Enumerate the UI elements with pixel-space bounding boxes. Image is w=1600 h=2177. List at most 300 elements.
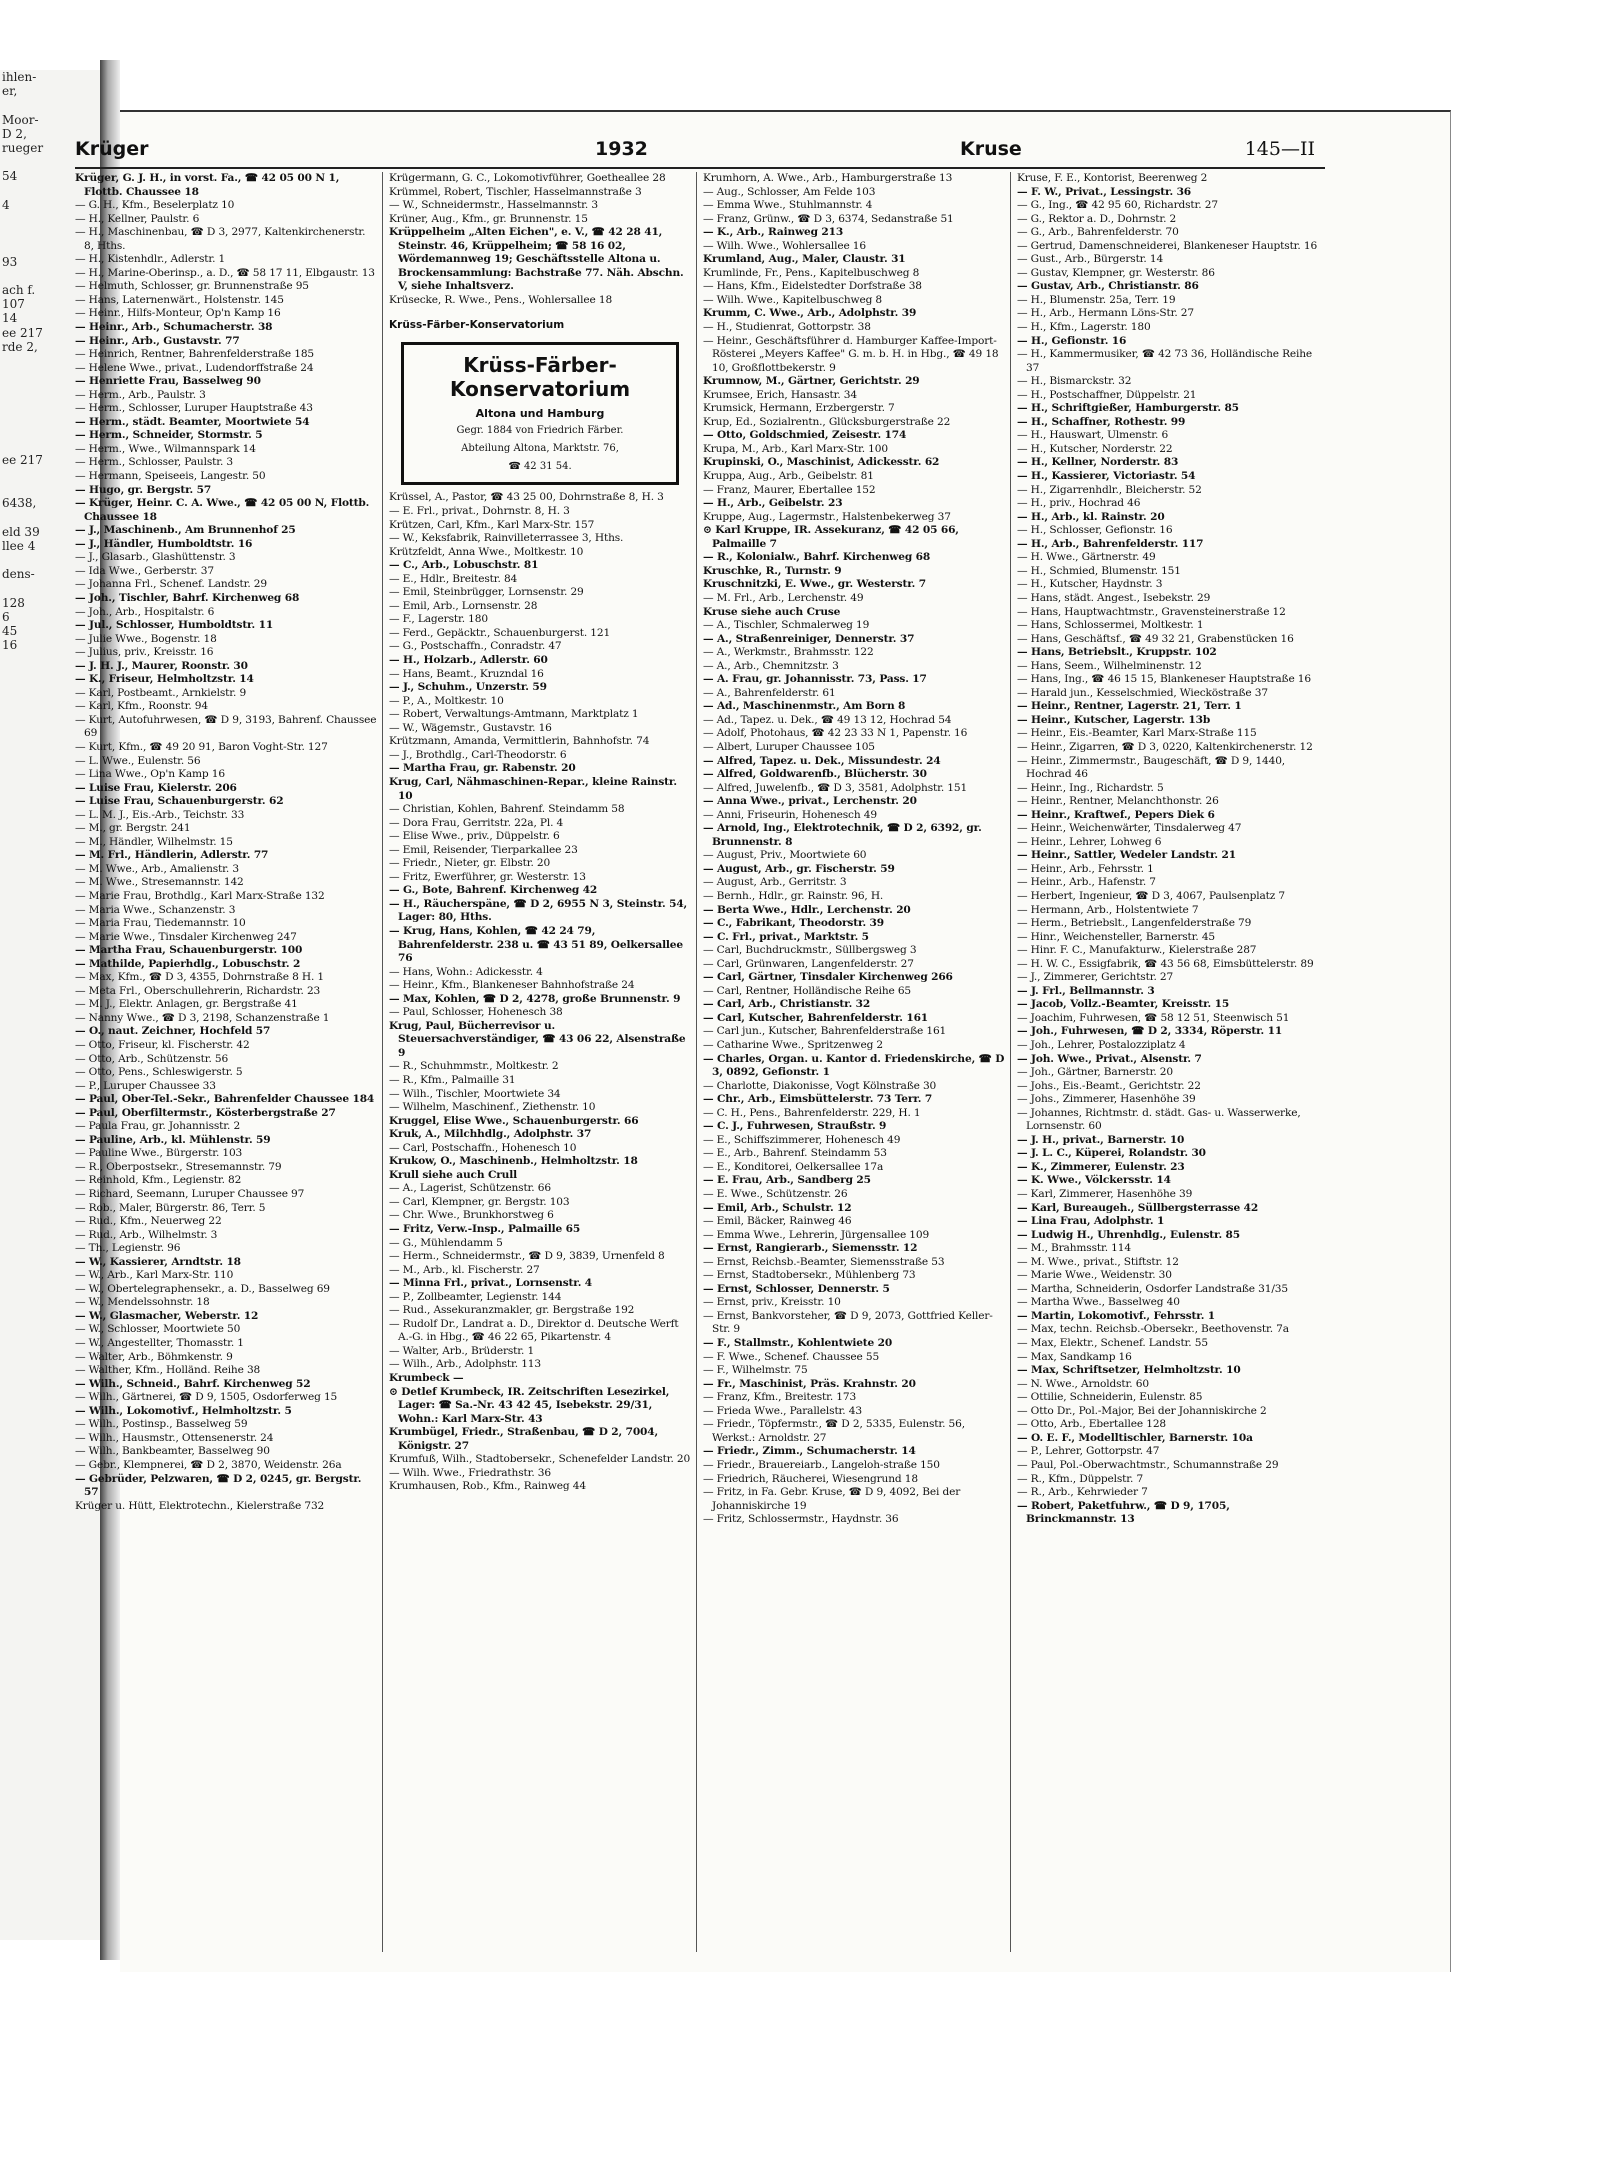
left-page-fragment: 16 [2, 638, 18, 653]
directory-entry: — August, Arb., gr. Fischerstr. 59 [703, 862, 895, 875]
directory-entry: — Wilh., Bankbeamter, Basselweg 90 [75, 1445, 270, 1458]
left-page-fragment: dens- [2, 567, 35, 582]
directory-entry: — Wilh., Gärtnerei, ☎ D 9, 1505, Osdorferweg 15 [75, 1391, 338, 1404]
ad-phone: ☎ 42 31 54. [508, 461, 572, 473]
directory-entry: — Marie Wwe., Tinsdaler Kirchenweg 247 [75, 930, 297, 943]
left-page-fragment: 54 [2, 169, 18, 184]
directory-entry: — Lina Wwe., Op'n Kamp 16 [75, 768, 225, 781]
header-first-name: Krüger [75, 138, 149, 160]
directory-entry: — Friedr., Töpfermstr., ☎ D 2, 5335, Eulenstr. 56, Werkst.: Arnoldstr. 27 [703, 1418, 965, 1444]
directory-entry: Krützmann, Amanda, Vermittlerin, Bahnhofstr. 74 [389, 735, 650, 748]
directory-entry: — E., Hdlr., Breitestr. 84 [389, 572, 518, 585]
directory-entry: — F., Stallmstr., Kohlentwiete 20 [703, 1337, 893, 1350]
directory-entry: — Mathilde, Papierhdlg., Lobuschstr. 2 [75, 957, 301, 970]
directory-entry: — W., Obertelegraphensekr., a. D., Basselweg 69 [75, 1282, 330, 1295]
directory-entry: — Ottilie, Schneiderin, Eulenstr. 85 [1017, 1391, 1203, 1404]
directory-entry: — Max, Schriftsetzer, Helmholtzstr. 10 [1017, 1364, 1241, 1377]
directory-entry: — Hinr. F. C., Manufakturw., Kielerstraße 287 [1017, 944, 1257, 957]
ad-text-line: Gegr. 1884 von Friedrich Färber. [456, 425, 624, 437]
column-3 [703, 172, 1005, 1952]
directory-entry: Krumsee, Erich, Hansastr. 34 [703, 388, 857, 401]
directory-entry: — H., Schmied, Blumenstr. 151 [1017, 564, 1181, 577]
directory-entry: — Bernh., Hdlr., gr. Rainstr. 96, H. [703, 889, 884, 902]
directory-entry: Krüssel, A., Pastor, ☎ 43 25 00, Dohrnstraße 8, H. 3 [389, 491, 664, 504]
directory-entry: — Max, Elektr., Schenef. Landstr. 55 [1017, 1337, 1208, 1350]
directory-entry: — M. Wwe., Stresemannstr. 142 [75, 876, 244, 889]
directory-entry: — Wilh., Arb., Adolphstr. 113 [389, 1358, 541, 1371]
directory-entry: — Joh., Fuhrwesen, ☎ D 2, 3334, Röperstr. 11 [1017, 1025, 1283, 1038]
directory-entry: — Wilh. Wwe., Wohlersallee 16 [703, 239, 866, 252]
directory-entry: — Johannes, Richtmstr. d. städt. Gas- u. Wasserwerke, Lornsenstr. 60 [1017, 1106, 1301, 1133]
directory-entry: — M. J., Elektr. Anlagen, gr. Bergstraße 41 [75, 998, 298, 1011]
directory-entry: — K., Zimmerer, Eulenstr. 23 [1017, 1160, 1185, 1173]
left-page-fragment: 6 [2, 609, 10, 624]
directory-entry: — Fritz, Ewerführer, gr. Westerstr. 13 [389, 870, 586, 883]
directory-entry: Krügermann, G. C., Lokomotivführer, Goetheallee 28 [389, 172, 666, 184]
directory-entry: — Elise Wwe., priv., Düppelstr. 6 [389, 830, 560, 843]
directory-entry: — Ad., Tapez. u. Dek., ☎ 49 13 12, Hochrad 54 [703, 713, 952, 726]
directory-entry: Kruschke, R., Turnstr. 9 [703, 564, 842, 577]
directory-entry: — Helmuth, Schlosser, gr. Brunnenstraße 95 [75, 280, 309, 293]
directory-entry: — K., Friseur, Helmholtzstr. 14 [75, 673, 254, 686]
directory-entry: Krumnow, M., Gärtner, Gerichtstr. 29 [703, 375, 920, 388]
directory-entry: — Aug., Schlosser, Am Felde 103 [703, 185, 876, 198]
directory-entry: — J. Frl., Bellmannstr. 3 [1017, 984, 1155, 997]
column-1 [75, 172, 377, 1952]
directory-entry: — Hans, Seem., Wilhelminenstr. 12 [1017, 659, 1202, 672]
directory-entry: — Joh., Lehrer, Postalozziplatz 4 [1017, 1039, 1186, 1051]
directory-entry: — Walter, Arb., Böhmkenstr. 9 [75, 1350, 233, 1363]
directory-entry: — Luise Frau, Kielerstr. 206 [75, 781, 237, 794]
ad-text-line: Abteilung Altona, Marktstr. 76, [461, 443, 619, 455]
directory-entry: — Heinr., Arb., Fehrsstr. 1 [1017, 862, 1154, 875]
directory-entry: — Jacob, Vollz.-Beamter, Kreisstr. 15 [1017, 998, 1230, 1011]
directory-entry: Krümmel, Robert, Tischler, Hasselmannstraße 3 [389, 185, 642, 198]
directory-entry: — Franz, Maurer, Ebertallee 152 [703, 483, 876, 496]
directory-entry: — H., Kistenhdlr., Adlerstr. 1 [75, 253, 226, 266]
directory-entry: — E. Frau, Arb., Sandberg 25 [703, 1174, 871, 1187]
directory-entry: — Catharine Wwe., Spritzenweg 2 [703, 1039, 884, 1051]
directory-entry: — Ludwig H., Uhrenhdlg., Eulenstr. 85 [1017, 1228, 1241, 1241]
directory-entry: ⊙ Karl Kruppe, IR. Assekuranz, ☎ 42 05 66, Palmaille 7 [703, 524, 959, 550]
directory-entry: — E., Arb., Bahrenf. Steindamm 53 [703, 1147, 887, 1160]
directory-entry: — H., Kfm., Lagerstr. 180 [1017, 321, 1151, 334]
directory-entry: — Johs., Eis.-Beamt., Gerichtstr. 22 [1017, 1079, 1201, 1092]
directory-entry: — M. Frl., Händlerin, Adlerstr. 77 [75, 849, 269, 862]
column-divider [696, 172, 697, 1952]
directory-entry: — Friedr., Zimm., Schumacherstr. 14 [703, 1445, 916, 1458]
directory-entry: — Ferd., Gepäcktr., Schauenburgerst. 121 [389, 626, 611, 639]
header-last-name: Kruse [960, 138, 1022, 160]
directory-entry: — Wilh. Wwe., Friedrathstr. 36 [389, 1466, 551, 1479]
ad-title-line: Krüss-Färber- [463, 353, 617, 378]
directory-entry: Krumfuß, Wilh., Stadtobersekr., Schenefelder Landstr. 20 [389, 1453, 691, 1466]
directory-entry: — Heinr., Arb., Schumacherstr. 38 [75, 321, 273, 334]
directory-entry: — O. E. F., Modelltischler, Barnerstr. 10a [1017, 1431, 1253, 1444]
directory-entry: — Joachim, Fuhrwesen, ☎ 58 12 51, Steenwisch 51 [1017, 1011, 1290, 1024]
directory-entry: — Max, Sandkamp 16 [1017, 1350, 1132, 1363]
directory-entry: — Pauline Wwe., Bürgerstr. 103 [75, 1147, 243, 1160]
directory-entry: — Hans, Beamt., Kruzndal 16 [389, 667, 544, 680]
directory-entry: Krull siehe auch Crull [389, 1168, 517, 1181]
directory-entry: — Otto, Friseur, kl. Fischerstr. 42 [75, 1039, 250, 1051]
directory-entry: — H., Studienrat, Gottorpstr. 38 [703, 321, 871, 334]
directory-entry: — Karl, Kfm., Roonstr. 94 [75, 700, 208, 713]
directory-entry: Kruse, F. E., Kontorist, Beerenweg 2 [1017, 172, 1208, 184]
directory-entry: — Charlotte, Diakonisse, Vogt Kölnstraße 30 [703, 1079, 937, 1092]
directory-entry: — Paula Frau, gr. Johannisstr. 2 [75, 1120, 241, 1133]
directory-entry: — Heinr., Geschäftsführer d. Hamburger Kaffee-Import-Rösterei „Meyers Kaffee" G. m. b. H. in Hbg., ☎ 49 18 10, Großflottbekerstr. 9 [703, 334, 999, 374]
directory-entry: — Dora Frau, Gerritstr. 22a, Pl. 4 [389, 816, 564, 829]
directory-entry: — H., Schriftgießer, Hamburgerstr. 85 [1017, 402, 1239, 415]
directory-entry: — Emma Wwe., Stuhlmannstr. 4 [703, 199, 873, 212]
directory-entry: — Martin, Lokomotivf., Fehrsstr. 1 [1017, 1309, 1216, 1322]
directory-entry: — Rob., Maler, Bürgerstr. 86, Terr. 5 [75, 1201, 266, 1214]
directory-entry: — Lina Frau, Adolphstr. 1 [1017, 1215, 1165, 1228]
directory-entry: — R., Kolonialw., Bahrf. Kirchenweg 68 [703, 551, 931, 564]
directory-entry: — G., Postschaffn., Conradstr. 47 [389, 640, 562, 653]
left-page-fragment: ee 217 [2, 325, 43, 340]
directory-entry: — August, Arb., Gerritstr. 3 [703, 876, 847, 889]
directory-entry: — G. H., Kfm., Beselerplatz 10 [75, 199, 235, 212]
directory-entry: — P., Luruper Chaussee 33 [75, 1079, 216, 1092]
column-divider [1010, 172, 1011, 1952]
directory-entry: — Emil, Bäcker, Rainweg 46 [703, 1215, 852, 1228]
ad-title-line: Konservatorium [449, 377, 631, 402]
directory-entry: — Karl, Postbeamt., Arnkielstr. 9 [75, 686, 247, 699]
directory-entry: — Henriette Frau, Basselweg 90 [75, 375, 261, 388]
directory-entry: — Heinr., Arb., Hafenstr. 7 [1017, 876, 1156, 889]
directory-entry: — F. W., Privat., Lessingstr. 36 [1017, 185, 1192, 198]
directory-entry: — Fritz, in Fa. Gebr. Kruse, ☎ D 9, 4092, Bei der Johanniskirche 19 [703, 1486, 961, 1512]
directory-entry: — Friedr., Nieter, gr. Elbstr. 20 [389, 857, 551, 870]
directory-entry: — Martha, Schneiderin, Osdorfer Landstraße 31/35 [1017, 1282, 1288, 1295]
directory-entry: — H., Kutscher, Norderstr. 22 [1017, 442, 1173, 455]
directory-entry: — H., Kammermusiker, ☎ 42 73 36, Holländische Reihe 37 [1017, 348, 1313, 374]
directory-entry: — Martha Wwe., Basselweg 40 [1017, 1296, 1180, 1309]
directory-entry: — Heinr., Zimmermstr., Baugeschäft, ☎ D 9, 1440, Hochrad 46 [1017, 754, 1286, 781]
directory-entry: — Heinr., Arb., Gustavstr. 77 [75, 334, 240, 347]
directory-entry: — Harald jun., Kesselschmied, Wiecköstraße 37 [1017, 686, 1268, 699]
directory-entry: — H., Holzarb., Adlerstr. 60 [389, 654, 548, 667]
directory-entry: — M., Arb., kl. Fischerstr. 27 [389, 1263, 540, 1276]
directory-entry: — Frieda Wwe., Parallelstr. 43 [703, 1404, 862, 1417]
directory-entry: — M., gr. Bergstr. 241 [75, 822, 191, 835]
directory-entry: — Heinr., Rentner, Lagerstr. 21, Terr. 1 [1017, 700, 1242, 713]
directory-entry: Krumbügel, Friedr., Straßenbau, ☎ D 2, 7004, Königstr. 27 [389, 1426, 659, 1452]
directory-entry: Krützfeldt, Anna Wwe., Moltkestr. 10 [389, 545, 584, 558]
directory-entry: — Robert, Verwaltungs-Amtmann, Marktplatz 1 [389, 708, 639, 721]
directory-entry: — Carl, Gärtner, Tinsdaler Kirchenweg 266 [703, 971, 953, 984]
directory-entry: — Paul, Ober-Tel.-Sekr., Bahrenfelder Chaussee 184 [75, 1093, 375, 1106]
directory-entry: — Gustav, Klempner, gr. Westerstr. 86 [1017, 266, 1215, 279]
left-page-fragment: 14 [2, 311, 18, 326]
header-year: 1932 [595, 138, 648, 160]
directory-entry: ⊙ Detlef Krumbeck, IR. Zeitschriften Lesezirkel, Lager: ☎ Sa.-Nr. 43 42 45, Isebekstr. 29/31, Wohn.: Karl Marx-Str. 43 [389, 1385, 670, 1425]
directory-entry: — Walter, Arb., Brüderstr. 1 [389, 1344, 535, 1357]
left-page-fragment: eld 39 [2, 524, 40, 539]
directory-entry: Krug, Carl, Nähmaschinen-Repar., kleine Rainstr. 10 [389, 775, 677, 802]
directory-entry: — Emil, Steinbrügger, Lornsenstr. 29 [389, 586, 584, 599]
directory-entry: — Walther, Kfm., Holländ. Reihe 38 [75, 1364, 261, 1377]
directory-entry: — Christian, Kohlen, Bahrenf. Steindamm 58 [389, 803, 625, 816]
directory-entry: — Heinr., Sattler, Wedeler Landstr. 21 [1017, 849, 1236, 862]
directory-entry: Krupinski, O., Maschinist, Adickesstr. 62 [703, 456, 940, 469]
directory-entry: — Karl, Zimmerer, Hasenhöhe 39 [1017, 1188, 1193, 1201]
directory-entry: — Herm., städt. Beamter, Moortwiete 54 [75, 415, 310, 428]
directory-columns [75, 172, 1325, 1972]
left-page-fragment: Moor- [2, 112, 39, 127]
directory-entry: — H., Kutscher, Haydnstr. 3 [1017, 578, 1163, 591]
directory-entry: — Richard, Seemann, Luruper Chaussee 97 [75, 1188, 305, 1201]
directory-entry: Krup, Ed., Sozialrentn., Glücksburgerstraße 22 [703, 415, 951, 428]
directory-entry: — Hans, Betriebslt., Kruppstr. 102 [1017, 646, 1217, 659]
directory-entry: — Carl, Postschaffn., Hohenesch 10 [389, 1141, 577, 1154]
left-page-fragment: ach f. [2, 283, 36, 298]
directory-entry: — Wilh., Tischler, Moortwiete 34 [389, 1087, 561, 1100]
directory-entry: — E., Schiffszimmerer, Hohenesch 49 [703, 1133, 901, 1146]
directory-entry: — C. Frl., privat., Marktstr. 5 [703, 930, 869, 943]
directory-entry: — Carl, Arb., Christianstr. 32 [703, 998, 871, 1011]
left-page-fragment: 6438, [2, 496, 37, 511]
directory-entry: — Heinr., Ing., Richardstr. 5 [1017, 781, 1164, 794]
directory-entry: — Ernst, Bankvorsteher, ☎ D 9, 2073, Gottfried Keller-Str. 9 [703, 1309, 993, 1336]
directory-entry: — Hans, Wohn.: Adickesstr. 4 [389, 965, 543, 978]
directory-entry: — Reinhold, Kfm., Legienstr. 82 [75, 1174, 242, 1187]
directory-entry: — A., Werkmstr., Brahmsstr. 122 [703, 646, 874, 659]
directory-entry: — Heinr., Kfm., Blankeneser Bahnhofstraße 24 [389, 979, 635, 992]
directory-entry: — H., Räucherspäne, ☎ D 2, 6955 N 3, Steinstr. 54, Lager: 80, Hths. [389, 897, 688, 924]
directory-entry: — Gust., Arb., Bürgerstr. 14 [1017, 253, 1164, 266]
directory-entry: — Wilh., Lokomotivf., Helmholtzstr. 5 [75, 1404, 292, 1417]
directory-entry: — E., Konditorei, Oelkersallee 17a [703, 1160, 884, 1173]
directory-entry: — Ernst, Reichsb.-Beamter, Siemensstraße 53 [703, 1255, 945, 1268]
directory-entry: — Joh., Tischler, Bahrf. Kirchenweg 68 [75, 591, 300, 604]
left-page-fragment: 128 [2, 595, 25, 610]
left-page-fragment [0, 98, 100, 112]
directory-entry: — H., Blumenstr. 25a, Terr. 19 [1017, 293, 1176, 306]
directory-entry: — G., Arb., Bahrenfelderstr. 70 [1017, 226, 1179, 239]
directory-entry: — A., Lagerist, Schützenstr. 66 [389, 1182, 551, 1195]
directory-entry: — Fritz, Verw.-Insp., Palmaille 65 [389, 1223, 581, 1235]
directory-entry: — W., Wägemstr., Gustavstr. 16 [389, 721, 552, 734]
directory-entry: Kruppe, Aug., Lagermstr., Halstenbekerweg 37 [703, 510, 951, 523]
directory-entry: Krüger u. Hütt, Elektrotechn., Kielerstraße 732 [75, 1499, 325, 1512]
directory-entry: — Friedr., Brauereiarb., Langeloh-straße 150 [703, 1458, 940, 1471]
directory-entry: — Karl, Bureaugeh., Süllbergsterrasse 42 [1017, 1201, 1259, 1214]
directory-entry: — Hans, Kfm., Eidelstedter Dorfstraße 38 [703, 280, 922, 293]
directory-entry: — H. W. C., Essigfabrik, ☎ 43 56 68, Eimsbüttelerstr. 89 [1017, 957, 1314, 970]
page-number: 145—II [1244, 138, 1315, 160]
directory-entry: — Heinr., Hilfs-Monteur, Op'n Kamp 16 [75, 307, 281, 320]
directory-entry: — Alfred, Goldwarenfb., Blücherstr. 30 [703, 768, 927, 781]
directory-entry: — Max, techn. Reichsb.-Obersekr., Beethovenstr. 7a [1017, 1323, 1289, 1336]
directory-entry: — J., Händler, Humboldtstr. 16 [75, 537, 253, 550]
directory-entry: — Paul, Oberfiltermstr., Kösterbergstraße 27 [75, 1106, 336, 1119]
directory-entry: — W., Schneidermstr., Hasselmannstr. 3 [389, 199, 598, 212]
directory-entry: — M., Händler, Wilhelmstr. 15 [75, 835, 233, 848]
directory-entry: — Gebrüder, Pelzwaren, ☎ D 2, 0245, gr. Bergstr. 57 [75, 1472, 362, 1499]
directory-entry: Krützen, Carl, Kfm., Karl Marx-Str. 157 [389, 518, 595, 531]
directory-entry: Krumhausen, Rob., Kfm., Rainweg 44 [389, 1480, 586, 1493]
directory-entry: — Ernst, Rangierarb., Siemensstr. 12 [703, 1242, 918, 1255]
directory-entry: — Paul, Schlosser, Hohenesch 38 [389, 1006, 563, 1019]
directory-entry: — Heinrich, Rentner, Bahrenfelderstraße 185 [75, 348, 315, 361]
directory-entry: — L. M. J., Eis.-Arb., Teichstr. 33 [75, 808, 245, 821]
directory-entry: — Joh. Wwe., Privat., Alsenstr. 7 [1017, 1052, 1202, 1065]
directory-entry: — Maria Wwe., Schanzenstr. 3 [75, 903, 236, 916]
directory-entry: — Heinr., Rentner, Melanchthonstr. 26 [1017, 795, 1219, 808]
directory-entry: — Rud., Arb., Wilhelmstr. 3 [75, 1228, 218, 1241]
directory-entry: — Robert, Paketfuhrw., ☎ D 9, 1705, Brinckmannstr. 13 [1017, 1499, 1230, 1526]
directory-entry: — W., Glasmacher, Weberstr. 12 [75, 1309, 259, 1322]
directory-entry: Krüppelheim „Alten Eichen", e. V., ☎ 42 28 41, Steinstr. 46, Krüppelheim; ☎ 58 16 02, Wördemannweg 19; Geschäftsstelle Altona u. Brockensammlung: Bachstraße 77. Näh. Abschn. V, siehe Inhaltsverz. [389, 226, 684, 293]
directory-entry: — J., Glasarb., Glashüttenstr. 3 [75, 551, 236, 564]
directory-entry: — Ernst, priv., Kreisstr. 10 [703, 1296, 841, 1309]
column-4 [1017, 172, 1319, 1952]
running-header [75, 138, 1325, 162]
directory-entry: — L. Wwe., Eulenstr. 56 [75, 754, 201, 767]
directory-entry: — A., Arb., Chemnitzstr. 3 [703, 659, 839, 672]
directory-entry: — Rudolf Dr., Landrat a. D., Direktor d. Deutsche Werft A.-G. in Hbg., ☎ 46 22 65, Pikartenstr. 4 [389, 1317, 679, 1344]
directory-entry: — Krug, Hans, Kohlen, ☎ 42 24 79, Bahrenfelderstr. 238 u. ☎ 43 51 89, Oelkersallee 76 [389, 924, 683, 965]
directory-entry: — Carl, Buchdruckmstr., Süllbergsweg 3 [703, 944, 917, 957]
directory-entry: — F., Wilhelmstr. 75 [703, 1364, 808, 1377]
directory-entry: — H., Marine-Oberinsp., a. D., ☎ 58 17 11, Elbgaustr. 13 [75, 266, 375, 279]
directory-entry: — H., Kellner, Norderstr. 83 [1017, 456, 1179, 469]
directory-entry: — C. J., Fuhrwesen, Straußstr. 9 [703, 1120, 887, 1133]
directory-entry: — Krüger, Heinr. C. A. Wwe., ☎ 42 05 00 N, Flottb. Chaussee 18 [75, 497, 370, 523]
directory-entry: Krukow, O., Maschinenb., Helmholtzstr. 18 [389, 1155, 638, 1168]
directory-entry: — Herm., Schneidermstr., ☎ D 9, 3839, Urnenfeld 8 [389, 1250, 665, 1263]
directory-entry: — Anna Wwe., privat., Lerchenstr. 20 [703, 795, 917, 808]
directory-entry: — Wilhelm, Maschinenf., Ziethenstr. 10 [389, 1101, 596, 1114]
directory-entry: Krumm, C. Wwe., Arb., Adolphstr. 39 [703, 307, 917, 320]
directory-entry: — Joh., Gärtner, Barnerstr. 20 [1017, 1066, 1173, 1079]
directory-entry: — Hinr., Weichensteller, Barnerstr. 45 [1017, 930, 1216, 943]
directory-entry: — A. Frau, gr. Johannisstr. 73, Pass. 17 [703, 673, 927, 686]
directory-entry: Krüner, Aug., Kfm., gr. Brunnenstr. 15 [389, 212, 588, 225]
directory-entry: — Carl jun., Kutscher, Bahrenfelderstraße 161 [703, 1025, 947, 1038]
directory-entry: — J. H., privat., Barnerstr. 10 [1017, 1133, 1185, 1146]
directory-entry: — G., Mühlendamm 5 [389, 1236, 503, 1249]
directory-entry: — O., naut. Zeichner, Hochfeld 57 [75, 1025, 271, 1038]
left-page-fragment: 107 [2, 297, 25, 312]
directory-entry: — Wilh., Schneid., Bahrf. Kirchenweg 52 [75, 1377, 311, 1390]
directory-entry: — Otto, Goldschmied, Zeisestr. 174 [703, 429, 907, 442]
directory-entry: — Herbert, Ingenieur, ☎ D 3, 4067, Paulsenplatz 7 [1017, 889, 1286, 902]
directory-entry: — Berta Wwe., Hdlr., Lerchenstr. 20 [703, 903, 911, 916]
directory-entry: — Paul, Pol.-Oberwachtmstr., Schumannstraße 29 [1017, 1458, 1279, 1471]
directory-entry: — F., Lagerstr. 180 [389, 613, 488, 626]
directory-entry: — Hans, Laternenwärt., Holstenstr. 145 [75, 293, 284, 306]
left-page-fragment: ihlen- [2, 70, 37, 84]
directory-entry: — Jul., Schlosser, Humboldtstr. 11 [75, 619, 274, 632]
directory-entry: — H., Bismarckstr. 32 [1017, 375, 1132, 388]
directory-entry: — W., Schlosser, Moortwiete 50 [75, 1323, 241, 1336]
ad-subtitle: Altona und Hamburg [475, 407, 605, 421]
directory-entry: — G., Bote, Bahrenf. Kirchenweg 42 [389, 884, 598, 897]
directory-entry: — E. Frl., privat., Dohrnstr. 8, H. 3 [389, 505, 570, 518]
directory-entry: — Wilh. Wwe., Kapitelbuschweg 8 [703, 293, 883, 306]
directory-entry: — M. Wwe., Arb., Amalienstr. 3 [75, 862, 239, 875]
directory-entry: — Hermann, Speiseeis, Langestr. 50 [75, 470, 266, 483]
directory-entry: — H. Wwe., Gärtnerstr. 49 [1017, 551, 1156, 564]
directory-entry: — Ernst, Schlosser, Dennerstr. 5 [703, 1282, 890, 1295]
directory-entry: — Hugo, gr. Bergstr. 57 [75, 483, 212, 496]
directory-entry: — Hans, städt. Angest., Isebekstr. 29 [1017, 591, 1211, 604]
directory-entry: — Heinr., Kutscher, Lagerstr. 13b [1017, 713, 1211, 726]
directory-entry: — Pauline, Arb., kl. Mühlenstr. 59 [75, 1133, 271, 1146]
directory-entry: — Otto, Pens., Schleswigerstr. 5 [75, 1066, 243, 1079]
directory-entry: — H., Maschinenbau, ☎ D 3, 2977, Kaltenkirchenerstr. 8, Hths. [75, 226, 366, 252]
directory-entry: Kruppa, Aug., Arb., Geibelstr. 81 [703, 470, 874, 483]
column-2 [389, 172, 691, 1952]
directory-entry: — Friedrich, Räucherei, Wiesengrund 18 [703, 1472, 918, 1485]
directory-entry: — A., Tischler, Schmalerweg 19 [703, 619, 870, 632]
directory-entry: — Hans, Geschäftsf., ☎ 49 32 21, Grabenstücken 16 [1017, 632, 1294, 645]
directory-entry: — J. H. J., Maurer, Roonstr. 30 [75, 659, 248, 672]
directory-entry: — W., Kassierer, Arndtstr. 18 [75, 1255, 241, 1268]
left-page-fragment: rde 2, [2, 339, 38, 354]
directory-entry: — Franz, Kfm., Breitestr. 173 [703, 1391, 857, 1404]
column-divider [382, 172, 383, 1952]
directory-entry: — Rud., Assekuranzmakler, gr. Bergstraße 192 [389, 1304, 635, 1317]
directory-entry: — Wilh., Hausmstr., Ottensenerstr. 24 [75, 1431, 274, 1444]
left-page-fragment: 93 [2, 254, 18, 269]
directory-entry: — G., Rektor a. D., Dohrnstr. 2 [1017, 212, 1177, 225]
directory-entry: — Emil, Arb., Schulstr. 12 [703, 1201, 852, 1214]
directory-entry: — Herm., Schneider, Stormstr. 5 [75, 429, 263, 442]
directory-entry: — Kurt, Kfm., ☎ 49 20 91, Baron Voght-Str. 127 [75, 740, 328, 753]
directory-entry: — K. Wwe., Völckersstr. 14 [1017, 1174, 1171, 1187]
directory-entry: — Johs., Zimmerer, Hasenhöhe 39 [1017, 1093, 1196, 1106]
directory-entry: — J., Schuhm., Unzerstr. 59 [389, 681, 547, 694]
directory-entry: — Arnold, Ing., Elektrotechnik, ☎ D 2, 6392, gr. Brunnenstr. 8 [703, 822, 982, 848]
directory-entry: — Carl, Rentner, Holländische Reihe 65 [703, 984, 912, 997]
directory-entry: — Max, Kfm., ☎ D 3, 4355, Dohrnstraße 8 H. 1 [75, 971, 325, 984]
directory-entry: — M., Brahmsstr. 114 [1017, 1242, 1131, 1255]
directory-entry: — Maria Frau, Tiedemannstr. 10 [75, 917, 246, 930]
directory-entry: — Minna Frl., privat., Lornsenstr. 4 [389, 1277, 593, 1290]
directory-entry: — Heinr., Kraftwef., Pepers Diek 6 [1017, 808, 1215, 821]
directory-entry: — Luise Frau, Schauenburgerstr. 62 [75, 795, 284, 808]
directory-entry: — H., Arb., Bahrenfelderstr. 117 [1017, 537, 1204, 550]
directory-entry: — P., Lehrer, Gottorpstr. 47 [1017, 1445, 1160, 1458]
directory-entry: — Hans, Schlossermei, Moltkestr. 1 [1017, 619, 1204, 632]
directory-entry: Kruk, A., Milchhdlg., Adolphstr. 37 [389, 1128, 592, 1141]
directory-entry: — Otto, Arb., Ebertallee 128 [1017, 1418, 1166, 1431]
header-rule [75, 167, 1325, 169]
directory-entry: — August, Priv., Moortwiete 60 [703, 849, 867, 862]
directory-entry: — R., Kfm., Düppelstr. 7 [1017, 1472, 1144, 1485]
directory-entry: — Alfred, Juwelenfb., ☎ D 3, 3581, Adolphstr. 151 [703, 781, 968, 794]
directory-entry: — H., Arb., kl. Rainstr. 20 [1017, 510, 1165, 523]
left-page-fragment: er, [2, 84, 18, 99]
directory-entry: — Herm., Wwe., Wilmannspark 14 [75, 442, 256, 455]
directory-entry: — G., Ing., ☎ 42 95 60, Richardstr. 27 [1017, 199, 1218, 212]
directory-entry: — Marie Frau, Brothdlg., Karl Marx-Straße 132 [75, 889, 325, 902]
directory-entry: — Heinr., Weichenwärter, Tinsdalerweg 47 [1017, 822, 1242, 835]
directory-entry: — F. Wwe., Schenef. Chaussee 55 [703, 1350, 880, 1363]
directory-entry: — Emil, Arb., Lornsenstr. 28 [389, 599, 538, 612]
directory-entry: Krumbeck — [389, 1372, 464, 1385]
directory-entry: — Heinr., Zigarren, ☎ D 3, 0220, Kaltenkirchenerstr. 12 [1017, 740, 1313, 753]
directory-entry: — Otto Dr., Pol.-Major, Bei der Johanniskirche 2 [1017, 1404, 1267, 1417]
directory-entry: — Carl, Grünwaren, Langenfelderstr. 27 [703, 957, 914, 970]
directory-entry: — Chr., Arb., Eimsbüttelerstr. 73 Terr. 7 [703, 1093, 933, 1106]
left-page-fragment: rueger [2, 141, 44, 156]
